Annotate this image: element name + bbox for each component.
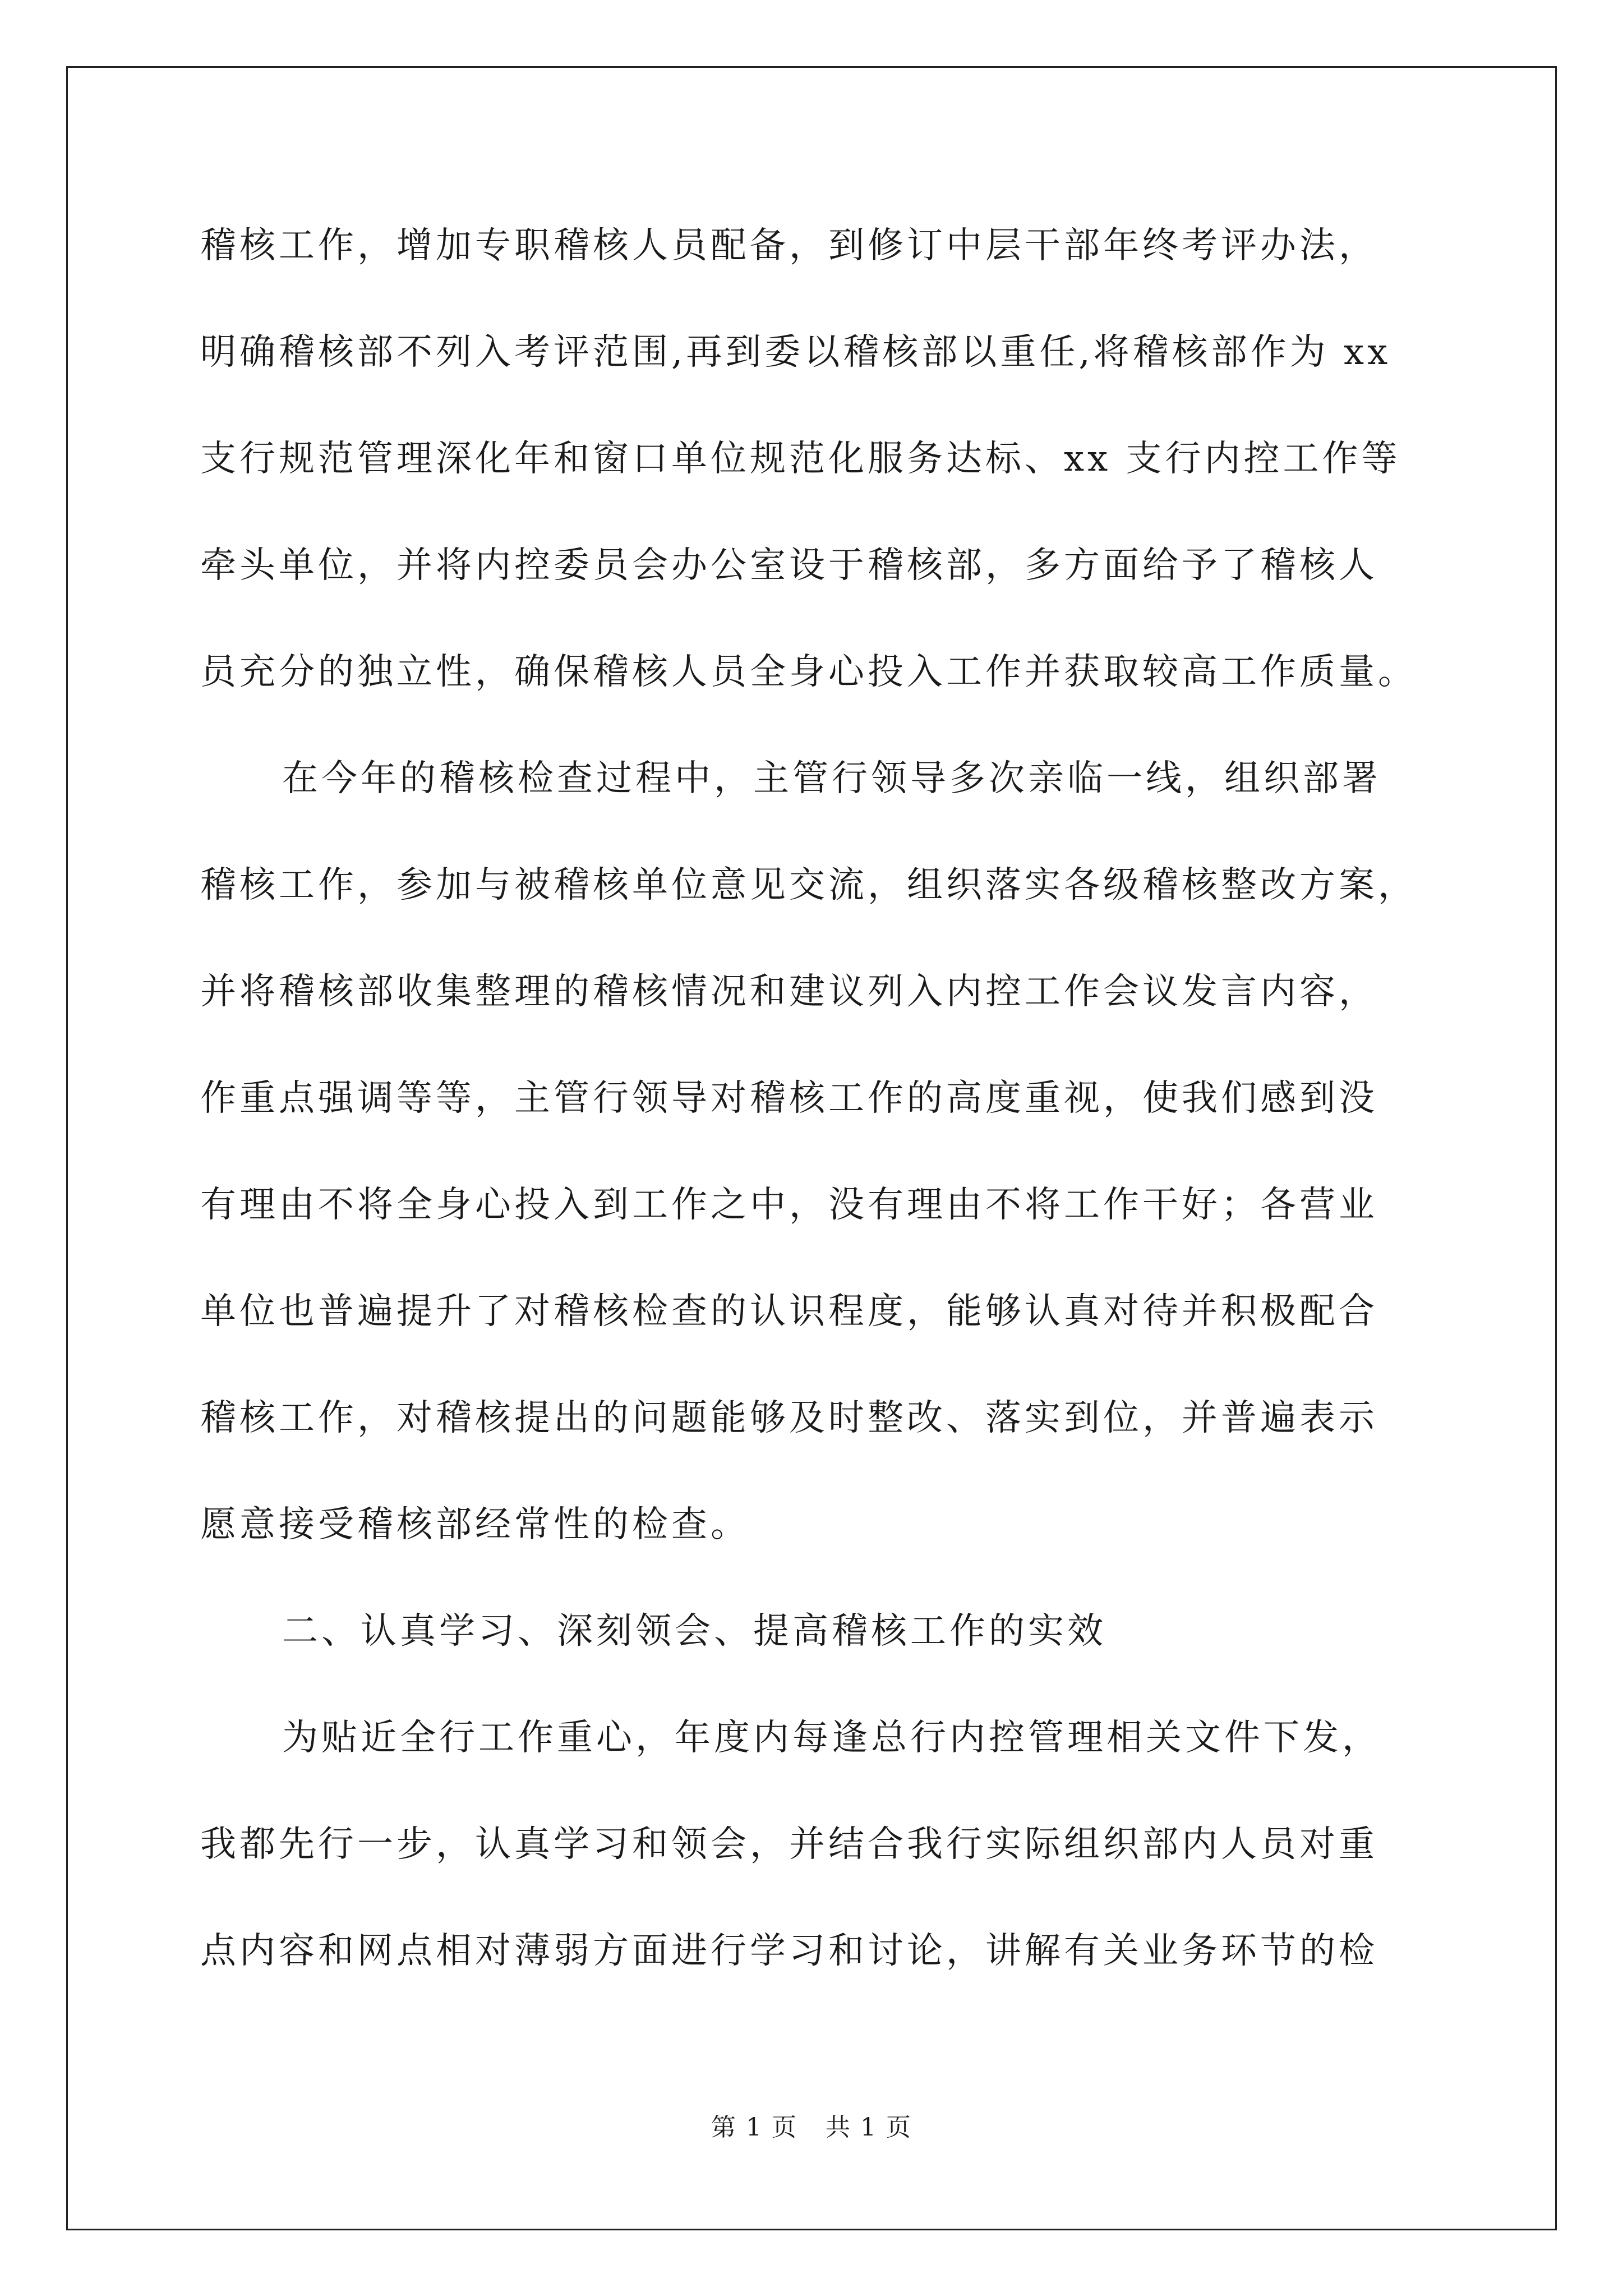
page-count: 共 1 页 bbox=[826, 2113, 912, 2142]
text-line: 牵头单位，并将内控委员会办公室设于稽核部，多方面给予了稽核人 bbox=[200, 545, 1378, 586]
text-line: 作重点强调等等，主管行领导对稽核工作的高度重视，使我们感到没 bbox=[200, 1078, 1378, 1119]
text-line: 并将稽核部收集整理的稽核情况和建议列入内控工作会议发言内容， bbox=[200, 971, 1378, 1013]
text-line: 员充分的独立性，确保稽核人员全身心投入工作并获取较高工作质量。 bbox=[200, 651, 1417, 693]
text-line: 稽核工作，增加专职稽核人员配备，到修订中层干部年终考评办法， bbox=[200, 225, 1378, 266]
paragraph-start-line: 为贴近全行工作重心，年度内每逢总行内控管理相关文件下发， bbox=[282, 1717, 1381, 1759]
page-border bbox=[66, 66, 1557, 2230]
page-number: 第 1 页 bbox=[711, 2113, 797, 2142]
page-footer bbox=[0, 2107, 1623, 2143]
text-line: 稽核工作，对稽核提出的问题能够及时整改、落实到位，并普遍表示 bbox=[200, 1397, 1378, 1439]
paragraph-start-line: 在今年的稽核检查过程中，主管行领导多次亲临一线，组织部署 bbox=[282, 758, 1381, 799]
text-line: 支行规范管理深化年和窗口单位规范化服务达标、xx 支行内控工作等 bbox=[200, 438, 1401, 480]
text-line: 点内容和网点相对薄弱方面进行学习和讨论，讲解有关业务环节的检 bbox=[200, 1930, 1378, 1972]
text-line: 愿意接受稽核部经常性的检查。 bbox=[200, 1504, 750, 1545]
text-line: 明确稽核部不列入考评范围,再到委以稽核部以重任,将稽核部作为 xx bbox=[200, 332, 1391, 373]
text-line: 我都先行一步，认真学习和领会，并结合我行实际组织部内人员对重 bbox=[200, 1824, 1378, 1865]
text-line: 稽核工作，参加与被稽核单位意见交流，组织落实各级稽核整改方案， bbox=[200, 864, 1417, 906]
text-line: 有理由不将全身心投入到工作之中，没有理由不将工作干好；各营业 bbox=[200, 1184, 1378, 1226]
text-line: 单位也普遍提升了对稽核检查的认识程度，能够认真对待并积极配合 bbox=[200, 1291, 1378, 1332]
section-heading: 二、认真学习、深刻领会、提高稽核工作的实效 bbox=[282, 1611, 1106, 1652]
